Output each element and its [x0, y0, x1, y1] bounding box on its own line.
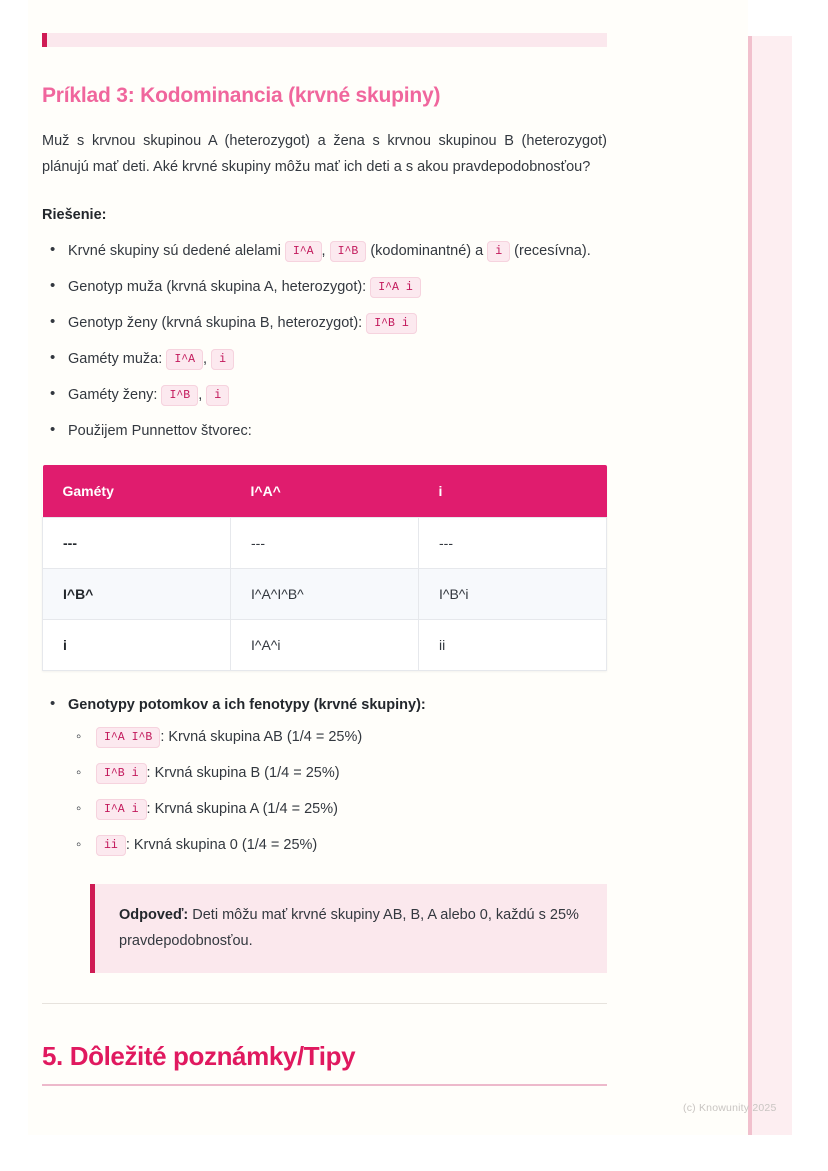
table-row: [43, 569, 607, 620]
page-right-margin-edge: [748, 36, 752, 1135]
table-cell: ---: [43, 518, 231, 569]
list-item: [42, 239, 607, 264]
table-header-cell: i: [419, 465, 607, 518]
table-head: [43, 465, 607, 518]
genotype-chip: I^B i: [96, 763, 147, 784]
list-item: [68, 833, 607, 858]
table-cell: ---: [231, 518, 419, 569]
step-text: Gaméty muža:: [68, 351, 167, 367]
next-section-title: 5. Dôležité poznámky/Tipy: [42, 1041, 356, 1071]
example-prompt: Muž s krvnou skupinou A (heterozygot) a žena s krvnou skupinou B (heterozygot) plánujú mať deti. Aké krvné skupiny môžu mať ich deti a s akou pravdepodobnosťou?: [42, 133, 607, 175]
page-right-margin-strip: [748, 36, 792, 1135]
list-item: [68, 797, 607, 822]
document-content: [42, 0, 607, 1086]
example-title: Príklad 3: Kodominancia (krvné skupiny): [42, 84, 441, 107]
step-separator: ,: [198, 387, 207, 403]
table-cell: ---: [419, 518, 607, 569]
table-row: [43, 620, 607, 671]
list-item: [42, 419, 607, 443]
step-text: Genotyp ženy (krvná skupina B, heterozygot):: [68, 315, 367, 331]
offspring-heading: Genotypy potomkov a ich fenotypy (krvné skupiny):: [68, 697, 426, 713]
genotype-chip: I^A i: [370, 277, 421, 298]
list-item: [42, 275, 607, 300]
table-cell: I^B^i: [419, 569, 607, 620]
offspring-text: : Krvná skupina A (1/4 = 25%): [146, 801, 338, 817]
step-text: Krvné skupiny sú dedené alelami: [68, 243, 285, 259]
allele-chip: I^A: [285, 241, 322, 262]
list-item: [42, 383, 607, 408]
section-divider: [42, 1003, 607, 1004]
step-text: Gaméty ženy:: [68, 387, 162, 403]
gamete-chip: i: [211, 349, 234, 370]
offspring-sub-list: [68, 725, 607, 858]
table-cell: I^B^: [43, 569, 231, 620]
watermark: (c) Knowunity 2025: [683, 1102, 777, 1114]
step-text-after: (recesívna).: [510, 243, 591, 259]
list-item: [42, 347, 607, 372]
offspring-list: [42, 693, 607, 858]
list-item: [42, 693, 607, 858]
answer-text: Deti môžu mať krvné skupiny AB, B, A alebo 0, každú s 25% pravdepodobnosťou.: [119, 907, 579, 949]
gamete-chip: I^B: [161, 385, 198, 406]
gamete-chip: i: [206, 385, 229, 406]
list-item: [68, 725, 607, 750]
allele-chip: I^B: [330, 241, 367, 262]
table-row: [43, 518, 607, 569]
table-header-cell: Gaméty: [43, 465, 231, 518]
list-item: [68, 761, 607, 786]
allele-chip: i: [487, 241, 510, 262]
answer-callout: [90, 884, 607, 973]
solution-label: Riešenie:: [42, 207, 107, 223]
table-header-row: [43, 465, 607, 518]
table-body: [43, 518, 607, 671]
table-cell: i: [43, 620, 231, 671]
solution-steps-list: [42, 239, 607, 443]
answer-label: Odpoveď:: [119, 907, 189, 923]
step-separator: ,: [203, 351, 212, 367]
punnett-square-table: [42, 465, 607, 671]
table-cell: I^A^i: [231, 620, 419, 671]
callout-cutoff-top: [42, 33, 607, 47]
list-item: [42, 311, 607, 336]
answer-paragraph: [119, 902, 585, 954]
gamete-chip: I^A: [166, 349, 203, 370]
step-separator: ,: [321, 243, 330, 259]
step-text-mid: (kodominantné) a: [366, 243, 488, 259]
section-title-underline: [42, 1084, 607, 1086]
table-cell: ii: [419, 620, 607, 671]
step-text: Použijem Punnettov štvorec:: [68, 423, 252, 439]
table-cell: I^A^I^B^: [231, 569, 419, 620]
table-header-cell: I^A^: [231, 465, 419, 518]
genotype-chip: I^A I^B: [96, 727, 160, 748]
genotype-chip: I^A i: [96, 799, 147, 820]
step-text: Genotyp muža (krvná skupina A, heterozygot):: [68, 279, 371, 295]
offspring-text: : Krvná skupina 0 (1/4 = 25%): [125, 837, 318, 853]
offspring-text: : Krvná skupina AB (1/4 = 25%): [160, 729, 363, 745]
genotype-chip: I^B i: [366, 313, 417, 334]
genotype-chip: ii: [96, 835, 126, 856]
offspring-text: : Krvná skupina B (1/4 = 25%): [146, 765, 340, 781]
